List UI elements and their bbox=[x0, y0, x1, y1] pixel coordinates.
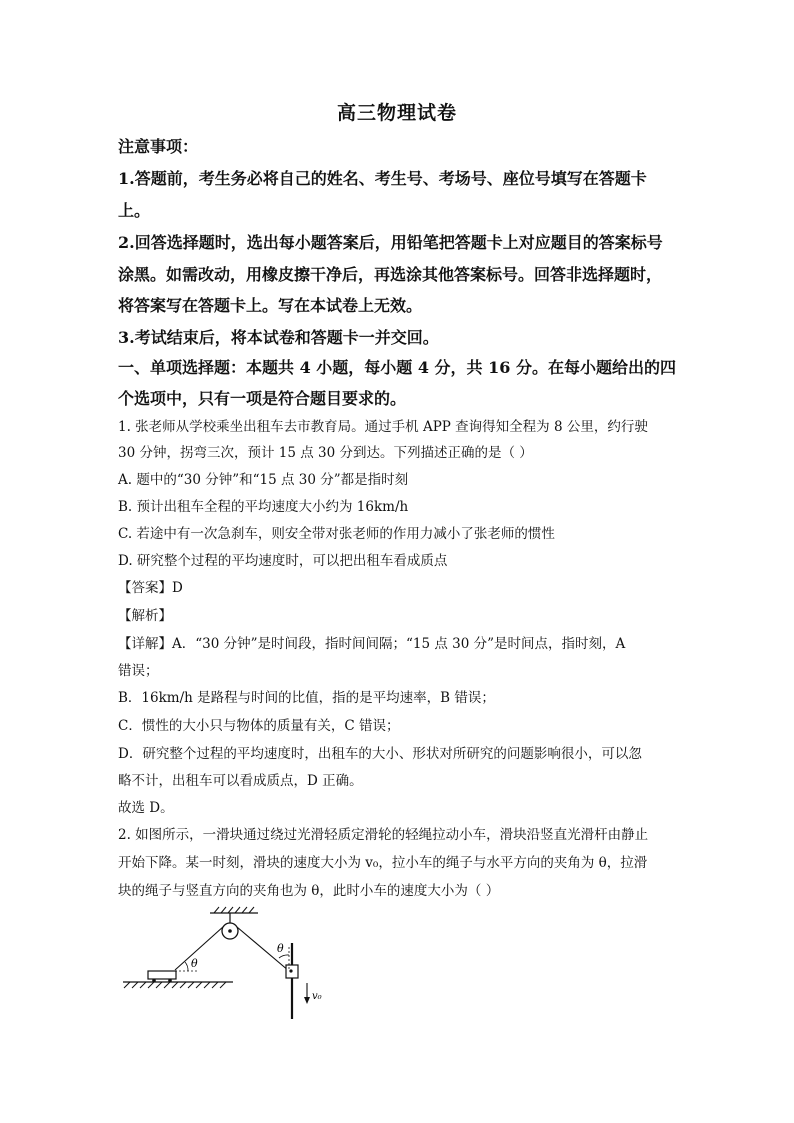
pulley-center bbox=[228, 929, 232, 933]
notice-line: 2.回答选择题时，选出每小题答案后，用铅笔把答题卡上对应题目的答案标号 bbox=[118, 233, 663, 252]
q2-stem: 块的绳子与竖直方向的夹角也为 θ，此时小车的速度大小为（ ） bbox=[118, 883, 500, 899]
q1-detail: 【详解】A．“30 分钟”是时间段，指时间间隔；“15 点 30 分”是时间点，指时刻，A bbox=[118, 636, 626, 652]
ceiling-hatch bbox=[214, 907, 254, 913]
velocity-label: v₀ bbox=[312, 991, 322, 1002]
car-body bbox=[148, 971, 176, 979]
page-title: 高三物理试卷 bbox=[336, 102, 457, 124]
q1-detail: C．惯性的大小只与物体的质量有关，C 错误； bbox=[118, 718, 400, 734]
answer-value: D bbox=[172, 580, 183, 596]
q1-detail: D．研究整个过程的平均速度时，出租车的大小、形状对所研究的问题影响很小，可以忽 bbox=[118, 746, 642, 762]
analysis-tag: 【解析】 bbox=[118, 608, 172, 624]
q2-stem: 2. 如图所示，一滑块通过绕过光滑轻质定滑轮的轻绳拉动小车，滑块沿竖直光滑杆由静止 bbox=[118, 827, 649, 843]
block-angle-arc bbox=[279, 955, 289, 958]
car-angle-label: θ bbox=[191, 957, 198, 970]
notice-heading: 注意事项： bbox=[118, 137, 199, 156]
rope-to-car bbox=[175, 926, 224, 970]
notice-line: 将答案写在答题卡上。写在本试卷上无效。 bbox=[118, 296, 423, 315]
car-wheel bbox=[152, 979, 156, 983]
q1-detail: 略不计，出租车可以看成质点，D 正确。 bbox=[118, 773, 363, 789]
q1-answer bbox=[118, 575, 678, 602]
notice-line: 涂黑。如需改动，用橡皮擦干净后，再选涂其他答案标号。回答非选择题时， bbox=[118, 265, 663, 284]
section-heading: 一、单项选择题：本题共 4 小题，每小题 4 分，共 16 分。在每小题给出的四 bbox=[118, 358, 676, 377]
q1-option-a: A. 题中的“30 分钟”和“15 点 30 分”都是指时刻 bbox=[118, 472, 409, 488]
ground-hatch bbox=[124, 982, 226, 988]
q1-stem: 1. 张老师从学校乘坐出租车去市教育局。通过手机 APP 查询得知全程为 8 公里，约行驶 bbox=[118, 419, 648, 435]
velocity-arrowhead bbox=[304, 997, 310, 1004]
notice-line: 1.答题前，考生务必将自己的姓名、考生号、考场号、座位号填写在答题卡 bbox=[118, 169, 647, 188]
notice-line: 3.考试结束后，将本试卷和答题卡一并交回。 bbox=[118, 328, 439, 347]
q1-conclusion: 故选 D。 bbox=[118, 800, 174, 816]
answer-tag: 【答案】 bbox=[118, 580, 172, 596]
q1-option-b: B. 预计出租车全程的平均速度大小约为 16km/h bbox=[118, 499, 409, 515]
q1-stem: 30 分钟，拐弯三次，预计 15 点 30 分到达。下列描述正确的是（ ） bbox=[118, 445, 533, 461]
q2-stem: 开始下降。某一时刻，滑块的速度大小为 v₀，拉小车的绳子与水平方向的夹角为 θ，拉滑 bbox=[118, 855, 648, 871]
car-wheel bbox=[168, 979, 172, 983]
q1-detail: B．16km/h 是路程与时间的比值，指的是平均速率，B 错误； bbox=[118, 690, 495, 706]
pulley-diagram bbox=[118, 905, 348, 1023]
q1-option-c: C. 若途中有一次急刹车，则安全带对张老师的作用力减小了张老师的惯性 bbox=[118, 526, 555, 542]
block-pivot bbox=[289, 969, 292, 972]
section-heading: 个选项中，只有一项是符合题目要求的。 bbox=[118, 389, 407, 408]
notice-line: 上。 bbox=[118, 201, 151, 220]
car-angle-arc bbox=[185, 962, 188, 971]
q1-option-d: D. 研究整个过程的平均速度时，可以把出租车看成质点 bbox=[118, 553, 448, 569]
q1-detail: 错误； bbox=[118, 663, 159, 679]
block-angle-label: θ bbox=[277, 942, 284, 955]
